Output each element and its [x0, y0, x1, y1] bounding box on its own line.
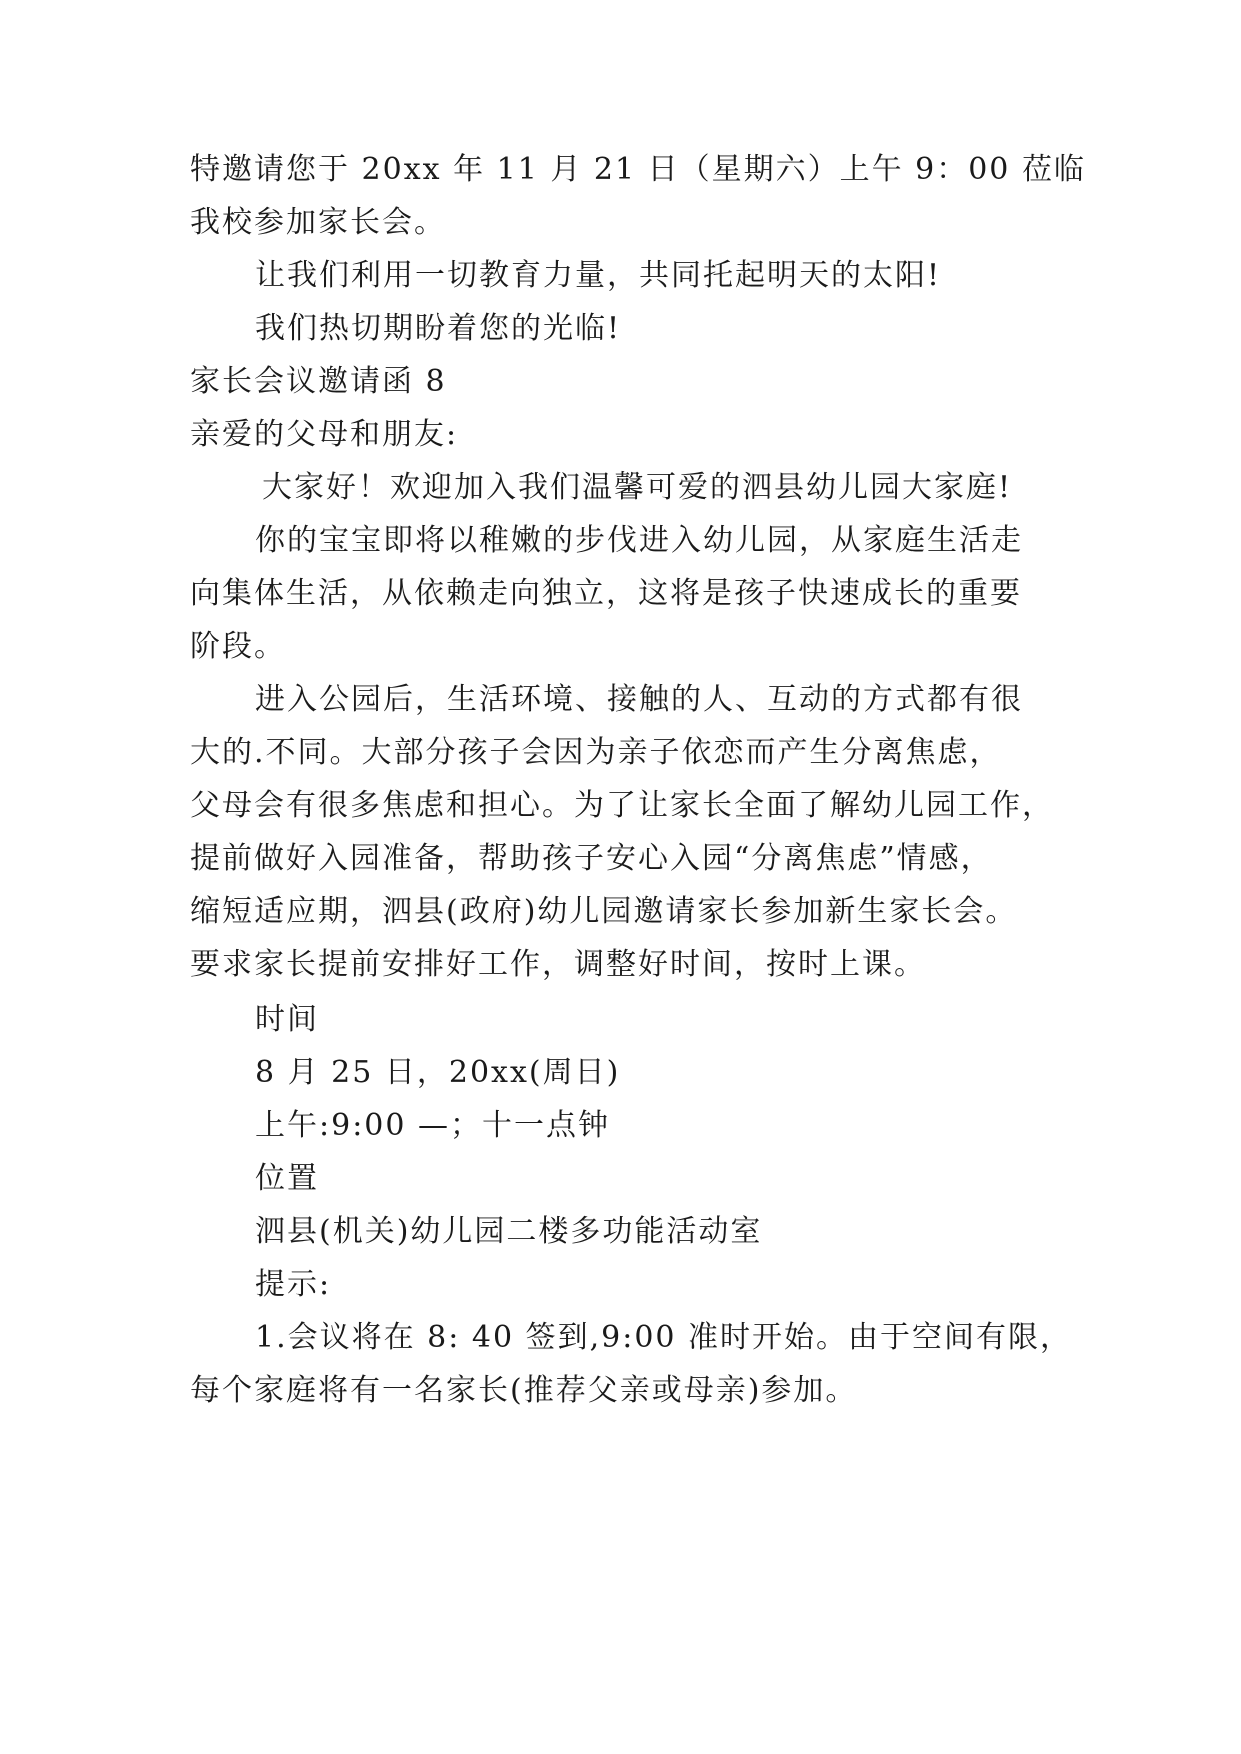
paragraph-line: 向集体生活，从依赖走向独立，这将是孩子快速成长的重要 — [190, 576, 1022, 611]
section-heading: 家长会议邀请函 8 — [190, 364, 447, 399]
paragraph-line: 要求家长提前安排好工作，调整好时间，按时上课。 — [190, 947, 926, 982]
paragraph-line: 提前做好入园准备，帮助孩子安心入园“分离焦虑”情感， — [190, 841, 993, 876]
date-value: 8 月 25 日，20xx(周日) — [255, 1055, 621, 1090]
time-label: 时间 — [255, 1002, 319, 1037]
location-label: 位置 — [255, 1161, 319, 1196]
tip-item: 1.会议将在 8: 40 签到,9:00 准时开始。由于空间有限， — [255, 1320, 1073, 1355]
paragraph-line: 进入公园后，生活环境、接触的人、互动的方式都有很 — [255, 682, 1023, 717]
paragraph-line: 让我们利用一切教育力量，共同托起明天的太阳! — [255, 258, 942, 293]
tip-item: 每个家庭将有一名家长(推荐父亲或母亲)参加。 — [190, 1373, 858, 1408]
paragraph-line: 阶段。 — [190, 629, 286, 664]
paragraph-line: 大家好！欢迎加入我们温馨可爱的泗县幼儿园大家庭! — [262, 470, 1013, 505]
salutation: 亲爱的父母和朋友: — [190, 417, 459, 452]
paragraph-line: 特邀请您于 20xx 年 11 月 21 日（星期六）上午 9：00 莅临 — [190, 152, 1086, 187]
paragraph-line: 我校参加家长会。 — [190, 205, 446, 240]
paragraph-line: 缩短适应期，泗县(政府)幼儿园邀请家长参加新生家长会。 — [190, 894, 1018, 929]
tips-label: 提示: — [255, 1267, 332, 1302]
paragraph-line: 我们热切期盼着您的光临! — [255, 311, 622, 346]
time-value: 上午:9:00 —；十一点钟 — [255, 1108, 611, 1143]
paragraph-line: 大的.不同。大部分孩子会因为亲子依恋而产生分离焦虑， — [190, 735, 1002, 770]
paragraph-line: 父母会有很多焦虑和担心。为了让家长全面了解幼儿园工作， — [190, 788, 1054, 823]
location-value: 泗县(机关)幼儿园二楼多功能活动室 — [255, 1214, 763, 1249]
paragraph-line: 你的宝宝即将以稚嫩的步伐进入幼儿园，从家庭生活走 — [255, 523, 1023, 558]
